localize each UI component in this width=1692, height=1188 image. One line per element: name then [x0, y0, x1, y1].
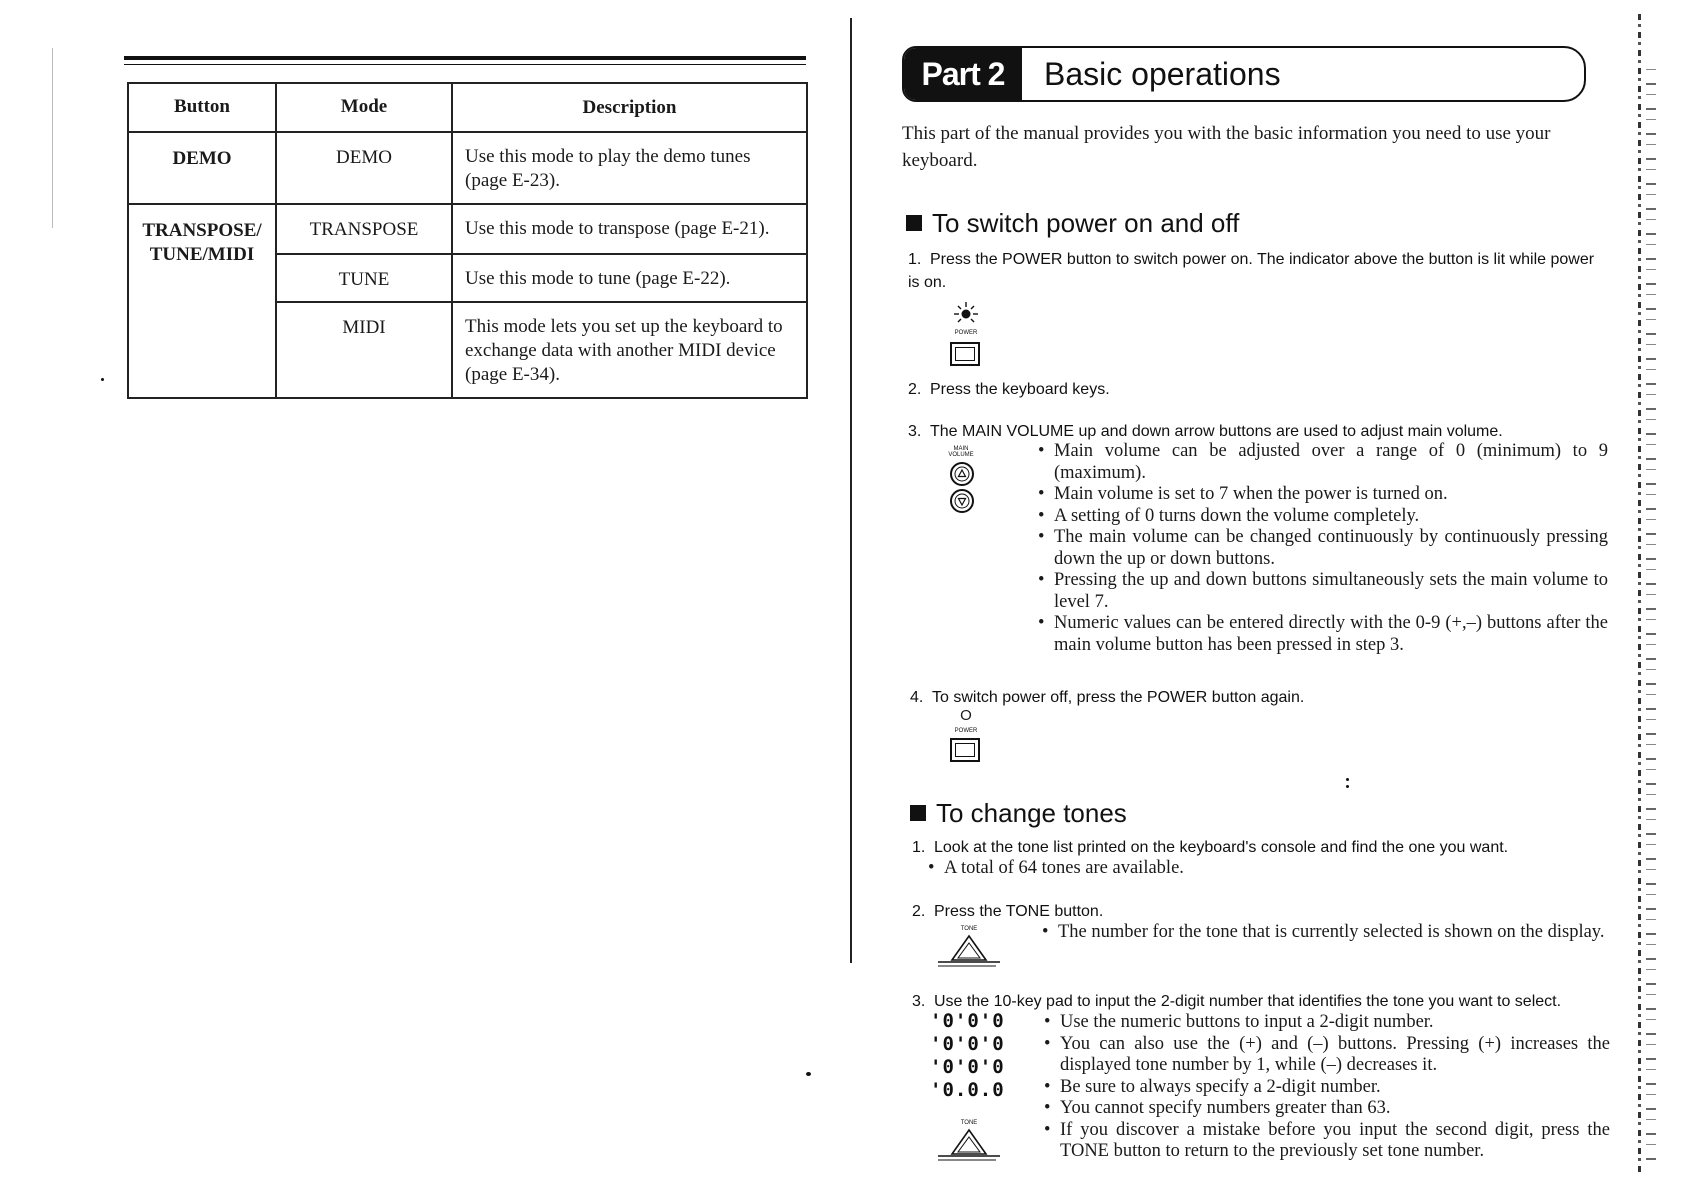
- step-number: 2.: [908, 381, 922, 398]
- power-icon-label: POWER: [954, 728, 978, 734]
- cell-button: DEMO: [128, 132, 276, 204]
- step-text: Press the keyboard keys.: [930, 381, 1110, 398]
- part-title: Basic operations: [1044, 56, 1281, 92]
- top-rule-thin: [124, 64, 806, 65]
- list-item: • The number for the tone that is currently selected is shown on the display.: [1042, 922, 1608, 944]
- tones-step-3: [912, 990, 1624, 1013]
- cell-description: Use this mode to tune (page E-22).: [452, 254, 807, 302]
- display-digits: [930, 1010, 1010, 1102]
- list-item: • A setting of 0 turns down the volume completely.: [1038, 506, 1608, 528]
- display-row: '0'0'0: [930, 1056, 1005, 1078]
- cell-mode: TRANSPOSE: [276, 204, 452, 254]
- list-item: • Use the numeric buttons to input a 2-digit number.: [1044, 1012, 1610, 1034]
- page-edge: [1638, 14, 1641, 1174]
- power-step-2: [908, 378, 1608, 401]
- display-row: '0'0'0: [930, 1033, 1005, 1055]
- step-text: The MAIN VOLUME up and down arrow buttons are used to adjust main volume.: [930, 423, 1503, 440]
- cell-button: TRANSPOSE/ TUNE/MIDI: [128, 204, 276, 398]
- step-number: 2.: [912, 903, 926, 920]
- tones-step1-notes: [928, 858, 1528, 880]
- part-header: [902, 46, 1586, 102]
- power-off-indicator: O: [960, 707, 972, 724]
- power-off-icon: [948, 708, 984, 768]
- cell-description: This mode lets you set up the keyboard to exchange data with another MIDI device (page E-34).: [452, 302, 807, 398]
- list-item: • Be sure to always specify a 2-digit number.: [1044, 1077, 1610, 1099]
- tones-step-2: [912, 900, 1612, 923]
- cell-description: Use this mode to transpose (page E-21).: [452, 204, 807, 254]
- list-item: • Main volume can be adjusted over a range of 0 (minimum) to 9 (maximum).: [1038, 441, 1608, 484]
- power-button-graphic: [950, 342, 980, 366]
- section-title-text: To switch power on and off: [932, 208, 1240, 238]
- main-volume-icon-label: MAIN VOLUME: [948, 446, 974, 458]
- power-icon-label: POWER: [954, 330, 978, 336]
- step-text: Use the 10-key pad to input the 2-digit number that identifies the tone you want to select.: [934, 993, 1562, 1010]
- list-item: • Numeric values can be entered directly with the 0-9 (+,–) buttons after the main volume button has been pressed in step 3.: [1038, 613, 1608, 656]
- table-header-row: [128, 83, 807, 132]
- table-row: [128, 132, 807, 204]
- power-step-3: [908, 420, 1608, 443]
- section-bullet-square: [906, 215, 922, 231]
- list-item: • You can also use the (+) and (–) buttons. Pressing (+) increases the displayed tone number by 1, while (–) decreases it.: [1044, 1034, 1610, 1077]
- stray-dot: [1346, 778, 1349, 781]
- mode-table: [127, 82, 808, 399]
- cell-mode: TUNE: [276, 254, 452, 302]
- step-text: Look at the tone list printed on the keyboard's console and find the one you want.: [934, 839, 1509, 856]
- power-button-graphic: [950, 738, 980, 762]
- power-step-1: [908, 248, 1608, 294]
- power-on-icon: [948, 298, 984, 368]
- list-item: • Main volume is set to 7 when the power is turned on.: [1038, 484, 1608, 506]
- stray-dot: [1346, 785, 1349, 788]
- page-gutter: [850, 18, 852, 963]
- display-row: '0'0'0: [930, 1010, 1005, 1032]
- list-item: • You cannot specify numbers greater than 63.: [1044, 1098, 1610, 1120]
- section-tones-title: [910, 798, 1127, 829]
- stray-dot: [101, 378, 104, 381]
- main-volume-icon: [946, 446, 976, 516]
- tone-button-icon: [936, 1120, 1002, 1164]
- table-row: [128, 204, 807, 254]
- step-number: 1.: [912, 839, 926, 856]
- tones-step2-notes: [1042, 922, 1608, 944]
- left-margin-line: [52, 48, 53, 228]
- page-edge-speckle: [1646, 60, 1656, 1160]
- tone-icon-label: TONE: [960, 1120, 978, 1126]
- cell-description: Use this mode to play the demo tunes (page E-23).: [452, 132, 807, 204]
- section-bullet-square: [910, 805, 926, 821]
- section-power-title: [906, 208, 1239, 239]
- tone-button-icon: [936, 926, 1002, 970]
- header-button: Button: [128, 83, 276, 132]
- tones-step-1: [912, 836, 1612, 859]
- step-number: 3.: [908, 423, 922, 440]
- cell-mode: DEMO: [276, 132, 452, 204]
- step-number: 4.: [910, 689, 924, 706]
- step-text: Press the TONE button.: [934, 903, 1104, 920]
- section-title-text: To change tones: [936, 798, 1127, 828]
- intro-paragraph: This part of the manual provides you with the basic information you need to use your keyboard.: [902, 123, 1551, 171]
- step-text: Press the POWER button to switch power on. The indicator above the button is lit while power is on.: [908, 251, 1595, 291]
- cell-mode: MIDI: [276, 302, 452, 398]
- power-step-4: [910, 686, 1610, 709]
- top-rule-thick: [124, 56, 806, 60]
- tone-icon-label: TONE: [960, 926, 978, 932]
- part-label: Part 2: [904, 48, 1022, 100]
- list-item: • A total of 64 tones are available.: [928, 858, 1528, 880]
- tones-step3-notes: [1044, 1012, 1610, 1163]
- step-number: 3.: [912, 993, 926, 1010]
- step-text: To switch power off, press the POWER button again.: [932, 689, 1305, 706]
- stray-dot: [806, 1072, 811, 1076]
- header-description: Description: [452, 83, 807, 132]
- list-item: • Pressing the up and down buttons simultaneously sets the main volume to level 7.: [1038, 570, 1608, 613]
- display-row: '0.0.0: [930, 1079, 1005, 1101]
- list-item: • The main volume can be changed continuously by continuously pressing down the up or down buttons.: [1038, 527, 1608, 570]
- header-mode: Mode: [276, 83, 452, 132]
- list-item: • If you discover a mistake before you input the second digit, press the TONE button to return to the previously set tone number.: [1044, 1120, 1610, 1163]
- volume-notes: [1038, 441, 1608, 656]
- step-number: 1.: [908, 251, 922, 268]
